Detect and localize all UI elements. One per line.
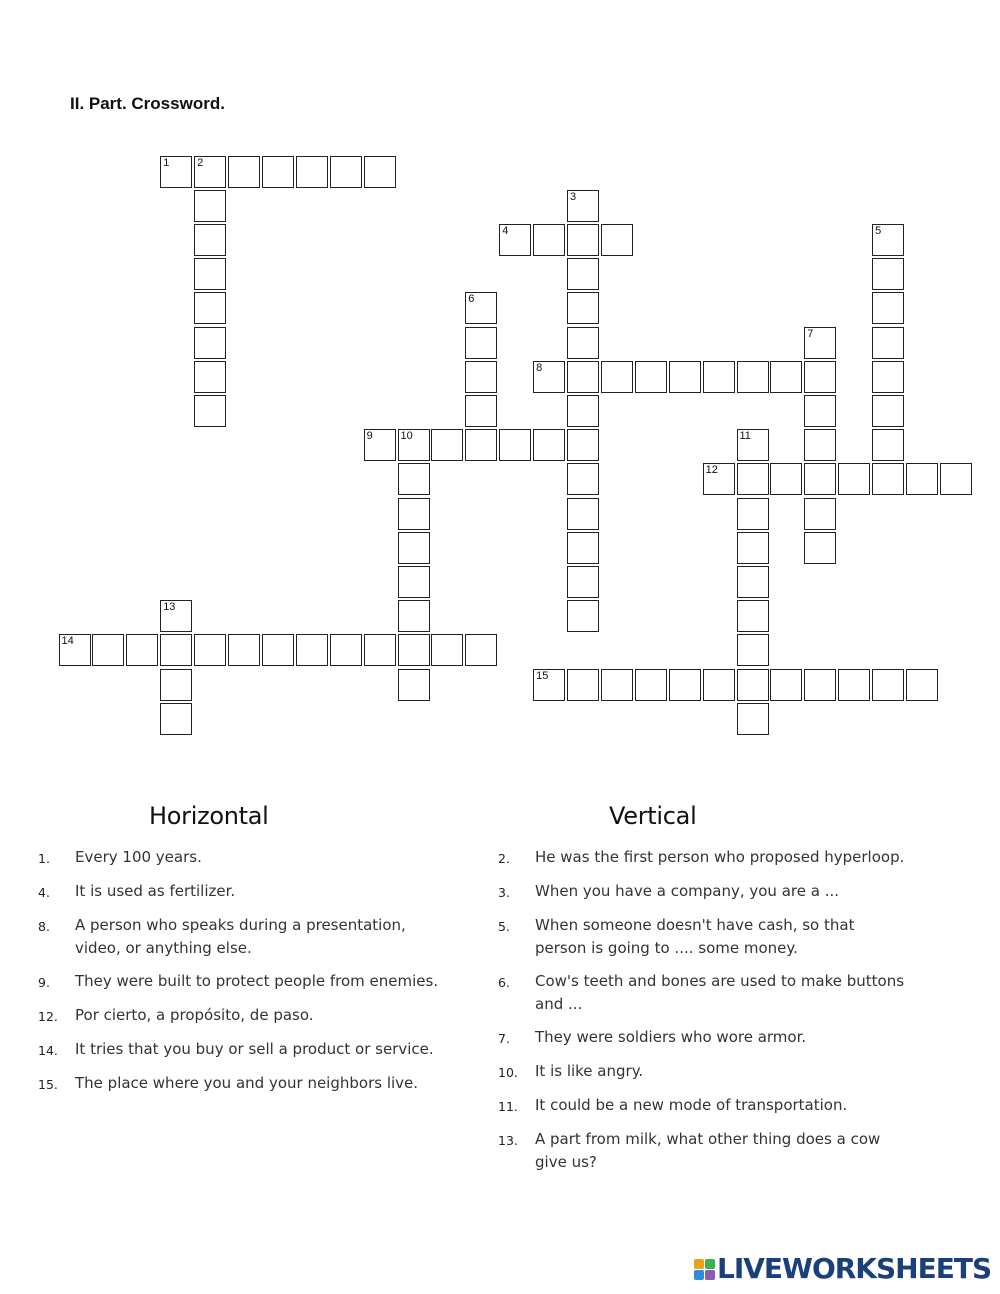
clue-item	[38, 914, 458, 960]
crossword-cell[interactable]	[804, 532, 836, 564]
crossword-cell[interactable]	[872, 361, 904, 393]
crossword-cell[interactable]	[601, 224, 633, 256]
cell-number: 5	[875, 224, 882, 237]
crossword-cell[interactable]	[770, 669, 802, 701]
crossword-cell[interactable]	[635, 361, 667, 393]
clue-text: It tries that you buy or sell a product or service.	[75, 1040, 434, 1058]
crossword-cell[interactable]	[398, 463, 430, 495]
crossword-cell[interactable]	[804, 429, 836, 461]
crossword-cell[interactable]	[194, 395, 226, 427]
clue-item	[498, 1060, 918, 1084]
crossword-cell[interactable]	[737, 600, 769, 632]
clue-number: 13.	[498, 1133, 518, 1148]
clue-text: Por cierto, a propósito, de paso.	[75, 1006, 314, 1024]
crossword-cell[interactable]	[906, 669, 938, 701]
clue-text: He was the first person who proposed hyperloop.	[535, 848, 905, 866]
crossword-cell[interactable]	[59, 634, 91, 666]
clue-number: 7.	[498, 1031, 510, 1046]
crossword-cell[interactable]	[567, 224, 599, 256]
cell-number: 15	[536, 669, 549, 682]
clue-item	[38, 1038, 458, 1062]
clue-item	[38, 970, 458, 994]
crossword-cell[interactable]	[770, 463, 802, 495]
clue-item	[498, 846, 918, 870]
crossword-cell[interactable]	[296, 156, 328, 188]
crossword-cell[interactable]	[770, 361, 802, 393]
clue-number: 5.	[498, 919, 510, 934]
crossword-cell[interactable]	[804, 498, 836, 530]
cell-number: 3	[570, 190, 577, 203]
clue-item	[498, 914, 918, 960]
crossword-cell[interactable]	[804, 463, 836, 495]
crossword-cell[interactable]	[669, 669, 701, 701]
crossword-cell[interactable]	[160, 634, 192, 666]
crossword-cell[interactable]	[194, 327, 226, 359]
crossword-cell[interactable]	[465, 429, 497, 461]
crossword-cell[interactable]	[533, 224, 565, 256]
crossword-cell[interactable]	[194, 292, 226, 324]
crossword-cell[interactable]	[398, 634, 430, 666]
clue-number: 3.	[498, 885, 510, 900]
crossword-cell[interactable]	[398, 429, 430, 461]
clue-item	[38, 880, 458, 904]
crossword-cell[interactable]	[533, 669, 565, 701]
crossword-cell[interactable]	[364, 156, 396, 188]
logo-square-icon	[694, 1259, 704, 1269]
crossword-cell[interactable]	[398, 566, 430, 598]
crossword-cell[interactable]	[533, 429, 565, 461]
crossword-cell[interactable]	[737, 669, 769, 701]
cell-number: 7	[807, 327, 814, 340]
crossword-cell[interactable]	[398, 669, 430, 701]
crossword-cell[interactable]	[194, 361, 226, 393]
cell-number: 12	[705, 464, 718, 477]
cell-number: 8	[536, 361, 543, 374]
crossword-cell[interactable]	[398, 600, 430, 632]
crossword-cell[interactable]	[601, 669, 633, 701]
crossword-cell[interactable]	[804, 327, 836, 359]
cell-number: 1	[163, 156, 170, 169]
clue-text: Every 100 years.	[75, 848, 202, 866]
crossword-cell[interactable]	[228, 634, 260, 666]
logo-square-icon	[705, 1270, 715, 1280]
crossword-cell[interactable]	[737, 566, 769, 598]
page-title: II. Part. Crossword.	[70, 94, 225, 113]
crossword-cell[interactable]	[499, 429, 531, 461]
crossword-cell[interactable]	[872, 292, 904, 324]
crossword-cell[interactable]	[567, 429, 599, 461]
crossword-cell[interactable]	[160, 669, 192, 701]
crossword-cell[interactable]	[194, 190, 226, 222]
clue-item	[498, 970, 918, 1016]
clue-number: 10.	[498, 1065, 518, 1080]
clue-item	[498, 1026, 918, 1050]
crossword-cell[interactable]	[431, 634, 463, 666]
crossword-cell[interactable]	[567, 361, 599, 393]
clue-text: It is like angry.	[535, 1062, 644, 1080]
crossword-cell[interactable]	[92, 634, 124, 666]
clue-text: When you have a company, you are a ...	[535, 882, 839, 900]
crossword-cell[interactable]	[567, 600, 599, 632]
crossword-cell[interactable]	[872, 258, 904, 290]
crossword-cell[interactable]	[194, 224, 226, 256]
crossword-cell[interactable]	[737, 703, 769, 735]
clue-text: Cow's teeth and bones are used to make buttons and ...	[535, 972, 905, 1013]
crossword-cell[interactable]	[872, 224, 904, 256]
clue-text: They were soldiers who wore armor.	[535, 1028, 807, 1046]
clue-item	[38, 846, 458, 870]
clue-number: 12.	[38, 1009, 58, 1024]
clue-number: 4.	[38, 885, 50, 900]
crossword-cell[interactable]	[669, 361, 701, 393]
crossword-cell[interactable]	[567, 566, 599, 598]
crossword-cell[interactable]	[737, 634, 769, 666]
crossword-cell[interactable]	[737, 498, 769, 530]
clue-text: It could be a new mode of transportation.	[535, 1096, 848, 1114]
cell-number: 14	[61, 635, 74, 648]
crossword-cell[interactable]	[465, 395, 497, 427]
crossword-cell[interactable]	[499, 224, 531, 256]
crossword-cell[interactable]	[838, 669, 870, 701]
crossword-cell[interactable]	[737, 361, 769, 393]
horizontal-heading: Horizontal	[149, 802, 269, 830]
crossword-cell[interactable]	[160, 600, 192, 632]
clue-text: It is used as fertilizer.	[75, 882, 236, 900]
crossword-cell[interactable]	[364, 634, 396, 666]
crossword-cell[interactable]	[567, 327, 599, 359]
crossword-cell[interactable]	[804, 395, 836, 427]
crossword-cell[interactable]	[635, 669, 667, 701]
crossword-cell[interactable]	[194, 258, 226, 290]
cell-number: 13	[163, 601, 176, 614]
clue-item	[38, 1004, 458, 1028]
crossword-cell[interactable]	[567, 463, 599, 495]
liveworksheets-brand	[694, 1254, 991, 1284]
cell-number: 10	[400, 430, 413, 443]
clue-number: 11.	[498, 1099, 518, 1114]
clue-text: The place where you and your neighbors live.	[75, 1074, 419, 1092]
crossword-cell[interactable]	[330, 156, 362, 188]
clue-item	[38, 1072, 458, 1096]
cell-number: 9	[366, 430, 373, 443]
crossword-cell[interactable]	[567, 532, 599, 564]
cell-number: 2	[197, 156, 204, 169]
clue-number: 1.	[38, 851, 50, 866]
cell-number: 4	[502, 224, 509, 237]
logo-square-icon	[705, 1259, 715, 1269]
crossword-cell[interactable]	[737, 429, 769, 461]
crossword-cell[interactable]	[398, 532, 430, 564]
crossword-cell[interactable]	[804, 669, 836, 701]
crossword-cell[interactable]	[262, 156, 294, 188]
crossword-cell[interactable]	[872, 327, 904, 359]
crossword-cell[interactable]	[838, 463, 870, 495]
crossword-cell[interactable]	[703, 361, 735, 393]
crossword-cell[interactable]	[567, 498, 599, 530]
crossword-cell[interactable]	[194, 634, 226, 666]
crossword-cell[interactable]	[398, 498, 430, 530]
clue-number: 2.	[498, 851, 510, 866]
crossword-cell[interactable]	[804, 361, 836, 393]
clue-text: They were built to protect people from enemies.	[75, 972, 439, 990]
clue-item	[498, 880, 918, 904]
clue-text: A part from milk, what other thing does a cow give us?	[535, 1130, 881, 1171]
crossword-cell[interactable]	[364, 429, 396, 461]
crossword-cell[interactable]	[906, 463, 938, 495]
crossword-cell[interactable]	[160, 703, 192, 735]
crossword-cell[interactable]	[160, 156, 192, 188]
crossword-cell[interactable]	[330, 634, 362, 666]
clue-number: 6.	[498, 975, 510, 990]
crossword-cell[interactable]	[567, 190, 599, 222]
crossword-cell[interactable]	[567, 292, 599, 324]
clue-item	[498, 1128, 918, 1174]
crossword-cell[interactable]	[872, 395, 904, 427]
clue-text: When someone doesn't have cash, so that person is going to .... some money.	[535, 916, 855, 957]
crossword-cell[interactable]	[126, 634, 158, 666]
crossword-cell[interactable]	[262, 634, 294, 666]
crossword-cell[interactable]	[465, 634, 497, 666]
liveworksheets-logo-icon	[694, 1259, 715, 1280]
clue-number: 8.	[38, 919, 50, 934]
crossword-cell[interactable]	[465, 361, 497, 393]
crossword-cell[interactable]	[601, 361, 633, 393]
crossword-cell[interactable]	[194, 156, 226, 188]
crossword-cell[interactable]	[431, 429, 463, 461]
cell-number: 11	[739, 430, 751, 443]
crossword-cell[interactable]	[533, 361, 565, 393]
crossword-cell[interactable]	[703, 669, 735, 701]
clue-number: 14.	[38, 1043, 58, 1058]
crossword-cell[interactable]	[567, 395, 599, 427]
crossword-cell[interactable]	[567, 669, 599, 701]
crossword-cell[interactable]	[703, 463, 735, 495]
horizontal-clue-list	[38, 846, 458, 1106]
crossword-cell[interactable]	[567, 258, 599, 290]
vertical-heading: Vertical	[609, 802, 697, 830]
logo-square-icon	[694, 1270, 704, 1280]
clue-number: 9.	[38, 975, 50, 990]
clue-number: 15.	[38, 1077, 58, 1092]
clue-item	[498, 1094, 918, 1118]
crossword-cell[interactable]	[737, 463, 769, 495]
crossword-cell[interactable]	[872, 429, 904, 461]
crossword-cell[interactable]	[465, 292, 497, 324]
crossword-cell[interactable]	[737, 532, 769, 564]
crossword-cell[interactable]	[872, 463, 904, 495]
brand-wordmark: LIVEWORKSHEETS	[717, 1252, 992, 1285]
crossword-cell[interactable]	[940, 463, 972, 495]
vertical-clue-list	[498, 846, 918, 1184]
cell-number: 6	[468, 293, 475, 306]
crossword-cell[interactable]	[465, 327, 497, 359]
crossword-cell[interactable]	[296, 634, 328, 666]
crossword-cell[interactable]	[872, 669, 904, 701]
clue-text: A person who speaks during a presentation, video, or anything else.	[75, 916, 406, 957]
crossword-cell[interactable]	[228, 156, 260, 188]
